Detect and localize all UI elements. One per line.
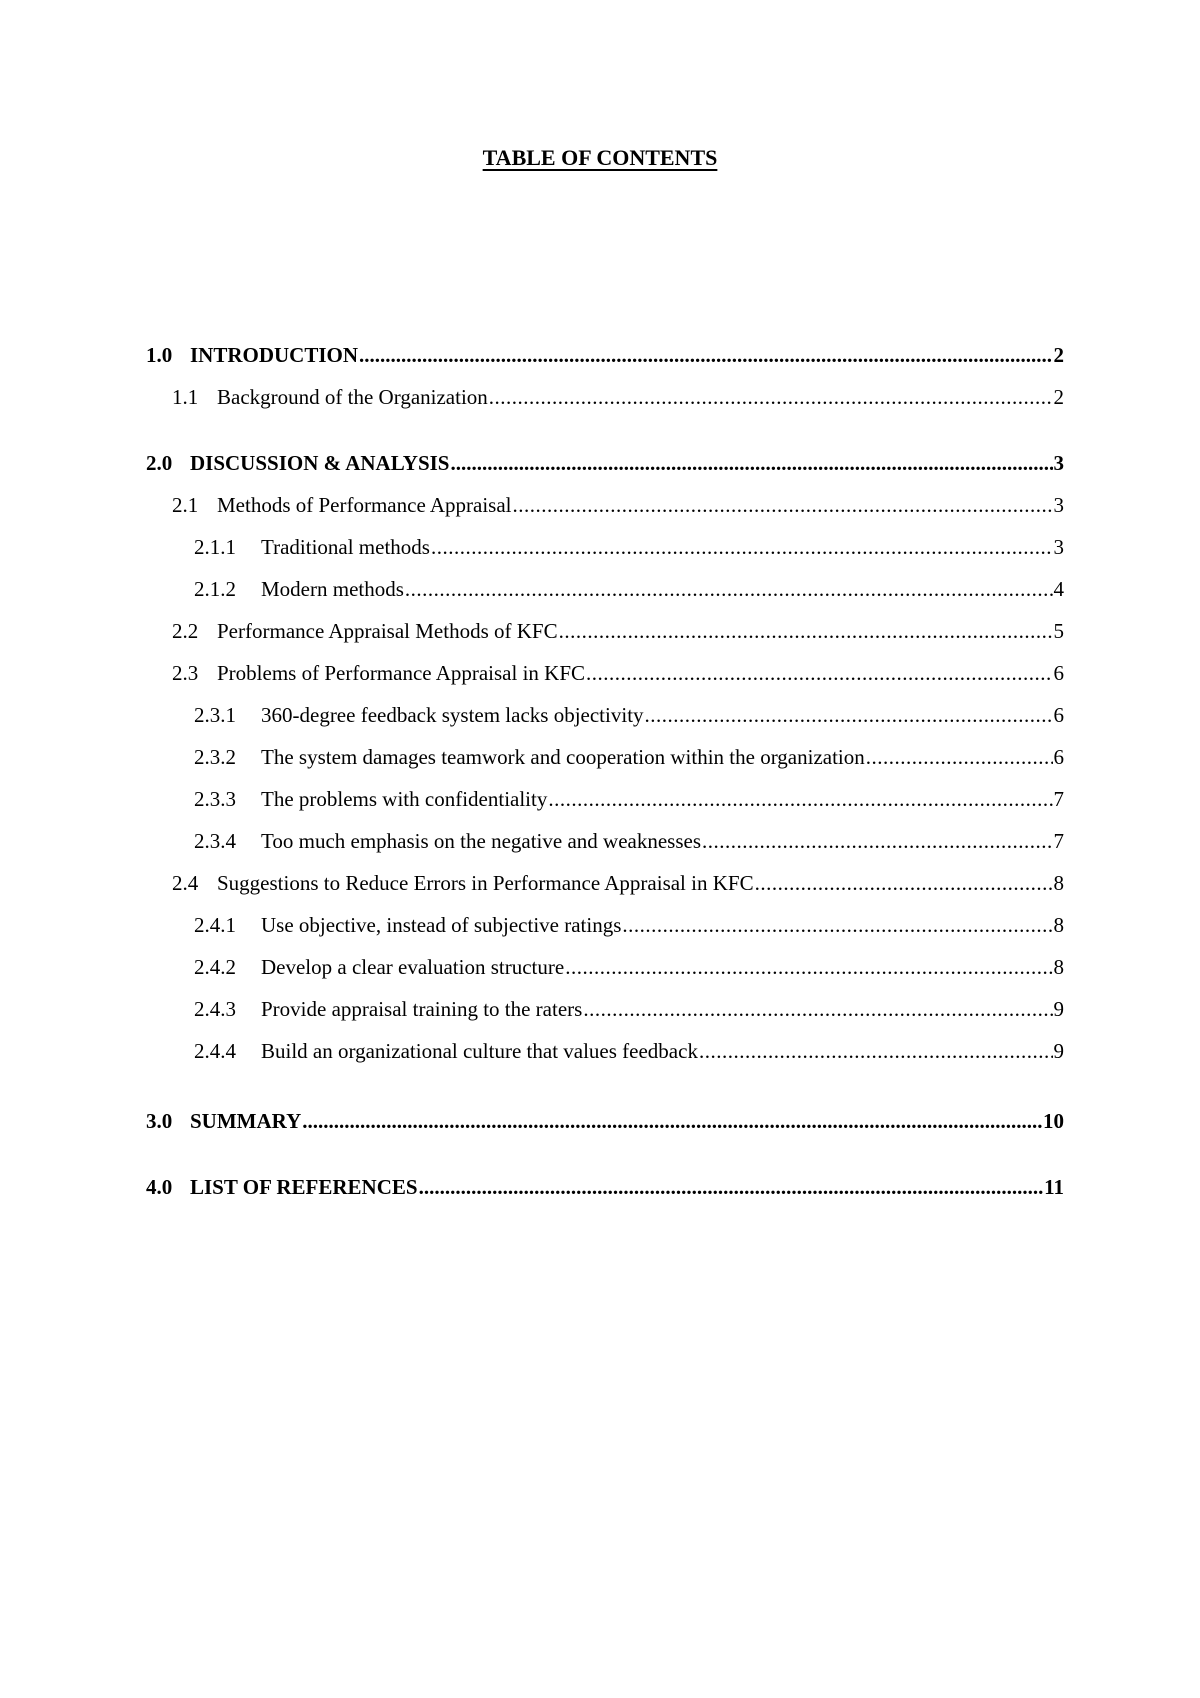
toc-list bbox=[146, 334, 1064, 1208]
toc-entry-traditional[interactable] bbox=[146, 526, 1064, 568]
toc-entry-number: 2.3.3 bbox=[194, 787, 236, 811]
toc-entry-page: 6 bbox=[1053, 661, 1064, 685]
toc-entry-introduction[interactable] bbox=[146, 334, 1064, 376]
toc-entry-modern[interactable] bbox=[146, 568, 1064, 610]
toc-entry-360-feedback[interactable] bbox=[146, 694, 1064, 736]
dot-leader bbox=[699, 1030, 1053, 1072]
toc-entry-number: 2.3.4 bbox=[194, 829, 236, 853]
toc-entry-number: 2.4 bbox=[172, 871, 199, 895]
toc-entry-text: 360-degree feedback system lacks objectivity bbox=[261, 703, 644, 727]
toc-entry-number: 2.4.2 bbox=[194, 955, 236, 979]
dot-leader bbox=[513, 484, 1053, 526]
toc-entry-number: 1.0 bbox=[146, 343, 173, 367]
toc-entry-page: 11 bbox=[1044, 1175, 1064, 1199]
toc-entry-page: 2 bbox=[1053, 343, 1064, 367]
toc-entry-number: 2.4.3 bbox=[194, 997, 236, 1021]
toc-entry-page: 8 bbox=[1053, 955, 1064, 979]
toc-entry-text: Too much emphasis on the negative and weaknesses bbox=[261, 829, 701, 853]
toc-entry-number: 2.4.4 bbox=[194, 1039, 236, 1063]
dot-leader bbox=[866, 736, 1053, 778]
toc-entry-number: 2.3 bbox=[172, 661, 199, 685]
toc-entry-background[interactable] bbox=[146, 376, 1064, 418]
toc-entry-confidentiality[interactable] bbox=[146, 778, 1064, 820]
dot-leader bbox=[583, 988, 1052, 1030]
toc-entry-number: 2.0 bbox=[146, 451, 173, 475]
toc-entry-text: Build an organizational culture that values feedback bbox=[261, 1039, 698, 1063]
toc-entry-text: Provide appraisal training to the raters bbox=[261, 997, 583, 1021]
toc-entry-number: 2.1 bbox=[172, 493, 199, 517]
toc-entry-number: 2.2 bbox=[172, 619, 199, 643]
toc-entry-text: Develop a clear evaluation structure bbox=[261, 955, 565, 979]
toc-entry-evaluation-structure[interactable] bbox=[146, 946, 1064, 988]
dot-leader bbox=[419, 1166, 1044, 1208]
dot-leader bbox=[405, 568, 1053, 610]
toc-entry-methods[interactable] bbox=[146, 484, 1064, 526]
toc-entry-text: Performance Appraisal Methods of KFC bbox=[217, 619, 558, 643]
toc-entry-text: Suggestions to Reduce Errors in Performance Appraisal in KFC bbox=[217, 871, 754, 895]
toc-entry-page: 6 bbox=[1053, 703, 1064, 727]
dot-leader bbox=[302, 1100, 1042, 1142]
toc-entry-text: LIST OF REFERENCES bbox=[190, 1175, 418, 1199]
dot-leader bbox=[489, 376, 1053, 418]
toc-entry-page: 3 bbox=[1053, 535, 1064, 559]
toc-entry-summary[interactable] bbox=[146, 1100, 1064, 1142]
toc-entry-text: Traditional methods bbox=[261, 535, 430, 559]
toc-entry-page: 3 bbox=[1053, 493, 1064, 517]
dot-leader bbox=[431, 526, 1053, 568]
toc-entry-page: 5 bbox=[1053, 619, 1064, 643]
dot-leader bbox=[559, 610, 1053, 652]
dot-leader bbox=[586, 652, 1052, 694]
toc-entry-text: Background of the Organization bbox=[217, 385, 488, 409]
dot-leader bbox=[548, 778, 1052, 820]
toc-entry-page: 7 bbox=[1053, 787, 1064, 811]
toc-entry-text: Modern methods bbox=[261, 577, 404, 601]
toc-entry-teamwork[interactable] bbox=[146, 736, 1064, 778]
toc-entry-number: 4.0 bbox=[146, 1175, 173, 1199]
dot-leader bbox=[359, 334, 1052, 376]
toc-entry-references[interactable] bbox=[146, 1166, 1064, 1208]
toc-entry-number: 3.0 bbox=[146, 1109, 173, 1133]
toc-entry-appraisal-training[interactable] bbox=[146, 988, 1064, 1030]
toc-entry-page: 8 bbox=[1053, 871, 1064, 895]
toc-entry-problems[interactable] bbox=[146, 652, 1064, 694]
toc-entry-text: Problems of Performance Appraisal in KFC bbox=[217, 661, 586, 685]
dot-leader bbox=[451, 442, 1053, 484]
dot-leader bbox=[565, 946, 1052, 988]
toc-entry-page: 6 bbox=[1053, 745, 1064, 769]
toc-entry-number: 2.1.2 bbox=[194, 577, 236, 601]
toc-entry-text: The problems with confidentiality bbox=[261, 787, 548, 811]
dot-leader bbox=[645, 694, 1053, 736]
toc-entry-page: 8 bbox=[1053, 913, 1064, 937]
toc-entry-text: Methods of Performance Appraisal bbox=[217, 493, 512, 517]
dot-leader bbox=[702, 820, 1053, 862]
toc-entry-discussion[interactable] bbox=[146, 442, 1064, 484]
toc-entry-page: 9 bbox=[1053, 997, 1064, 1021]
dot-leader bbox=[755, 862, 1053, 904]
toc-entry-number: 1.1 bbox=[172, 385, 199, 409]
toc-entry-page: 10 bbox=[1043, 1109, 1064, 1133]
toc-entry-objective-ratings[interactable] bbox=[146, 904, 1064, 946]
toc-entry-number: 2.3.1 bbox=[194, 703, 236, 727]
toc-entry-number: 2.3.2 bbox=[194, 745, 236, 769]
toc-entry-negative-emphasis[interactable] bbox=[146, 820, 1064, 862]
dot-leader bbox=[622, 904, 1052, 946]
toc-entry-page: 3 bbox=[1053, 451, 1064, 475]
toc-entry-page: 4 bbox=[1053, 577, 1064, 601]
toc-entry-number: 2.4.1 bbox=[194, 913, 236, 937]
toc-title: TABLE OF CONTENTS bbox=[482, 145, 718, 170]
toc-entry-text: DISCUSSION & ANALYSIS bbox=[190, 451, 450, 475]
toc-entry-number: 2.1.1 bbox=[194, 535, 236, 559]
toc-entry-text: The system damages teamwork and cooperation within the organization bbox=[261, 745, 865, 769]
toc-entry-text: INTRODUCTION bbox=[190, 343, 359, 367]
toc-entry-kfc-methods[interactable] bbox=[146, 610, 1064, 652]
toc-entry-text: SUMMARY bbox=[190, 1109, 302, 1133]
toc-entry-text: Use objective, instead of subjective ratings bbox=[261, 913, 622, 937]
toc-entry-feedback-culture[interactable] bbox=[146, 1030, 1064, 1072]
toc-entry-suggestions[interactable] bbox=[146, 862, 1064, 904]
toc-entry-page: 2 bbox=[1053, 385, 1064, 409]
toc-entry-page: 9 bbox=[1053, 1039, 1064, 1063]
toc-entry-page: 7 bbox=[1053, 829, 1064, 853]
